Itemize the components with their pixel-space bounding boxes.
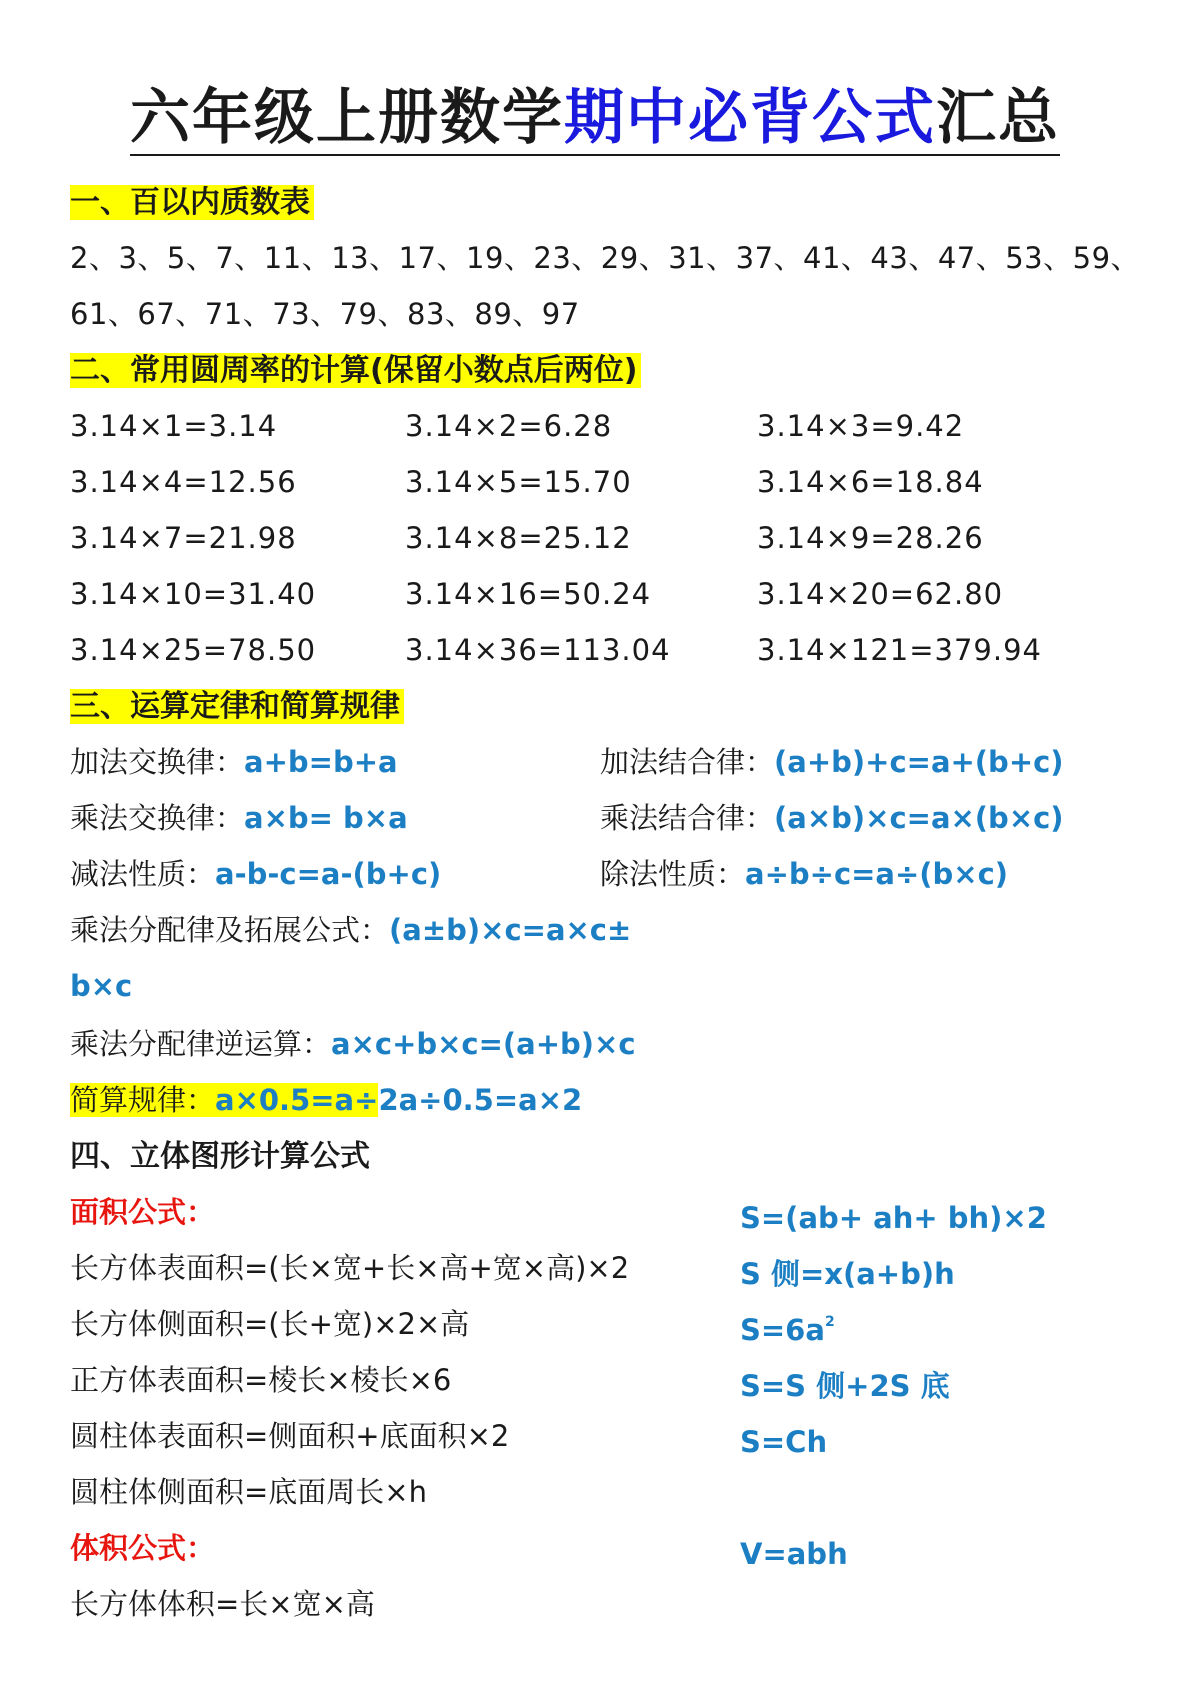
volume-formulas-title: 体积公式： [70, 1531, 216, 1565]
area-formula [740, 1302, 835, 1358]
law-label: 乘法分配律逆运算： [70, 1027, 332, 1061]
law-label: 加法交换律： [70, 745, 245, 779]
section3-heading: 三、运算定律和简算规律 [70, 689, 404, 724]
law-distributive-inverse [70, 1016, 636, 1072]
simplify-highlight [70, 1083, 378, 1117]
law-formula: (a×b)×c=a×(b×c) [774, 801, 1064, 835]
law-add-associative [600, 734, 1064, 790]
title-accent: 期中必背公式 [564, 83, 936, 153]
law-formula: (a+b)+c=a+(b+c) [774, 745, 1064, 779]
title-part1: 六年级上册数学 [130, 83, 564, 153]
area-item: 长方体侧面积=(长+宽)×2×高 [70, 1307, 470, 1341]
pi-calc: 3.14×8=25.12 [405, 521, 632, 555]
formula-base: S=6a [740, 1313, 825, 1347]
pi-calc: 3.14×5=15.70 [405, 465, 632, 499]
volume-formula: V=abh [740, 1537, 848, 1571]
volume-title-row [70, 1520, 215, 1576]
area-formulas-title: 面积公式： [70, 1195, 216, 1229]
area-formula: S=S 侧+2S 底 [740, 1369, 950, 1403]
pi-calc: 3.14×121=379.94 [757, 633, 1042, 667]
section4-heading-row [70, 1128, 374, 1184]
pi-calc: 3.14×7=21.98 [70, 521, 297, 555]
law-label: 简算规律： [70, 1083, 216, 1117]
law-label: 减法性质： [70, 857, 216, 891]
law-formula: a×b= b×a [244, 801, 408, 835]
law-formula: a×0.5=a÷ [215, 1083, 379, 1117]
area-formula: S=Ch [740, 1425, 828, 1459]
law-formula: b×c [70, 969, 133, 1003]
law-formula: a-b-c=a-(b+c) [215, 857, 442, 891]
law-label: 乘法交换律： [70, 801, 245, 835]
pi-calc: 3.14×25=78.50 [70, 633, 317, 667]
pi-calc: 3.14×2=6.28 [405, 409, 613, 443]
law-label: 乘法结合律： [600, 801, 775, 835]
area-formula: S=(ab+ ah+ bh)×2 [740, 1201, 1047, 1235]
formula-exponent: 2 [824, 1314, 835, 1330]
law-distributive-continued [70, 958, 132, 1014]
law-formula: (a±b)×c=a×c± [389, 913, 632, 947]
pi-calc: 3.14×9=28.26 [757, 521, 984, 555]
pi-calc: 3.14×36=113.04 [405, 633, 671, 667]
law-formula: a×c+b×c=(a+b)×c [331, 1027, 636, 1061]
law-formula-continued: 2a÷0.5=a×2 [378, 1083, 583, 1117]
law-subtraction-property [70, 846, 441, 902]
section1-heading: 一、百以内质数表 [70, 185, 314, 220]
law-division-property [600, 846, 1008, 902]
area-item: 正方体表面积=棱长×棱长×6 [70, 1363, 452, 1397]
pi-calc: 3.14×1=3.14 [70, 409, 278, 443]
law-add-commutative [70, 734, 398, 790]
law-simplify-rule [70, 1072, 582, 1128]
area-item: 圆柱体表面积=侧面积+底面积×2 [70, 1419, 510, 1453]
page-title [130, 84, 1060, 156]
pi-calc: 3.14×6=18.84 [757, 465, 984, 499]
section2-heading: 二、常用圆周率的计算(保留小数点后两位) [70, 353, 641, 388]
pi-calc: 3.14×16=50.24 [405, 577, 652, 611]
law-distributive [70, 902, 631, 958]
section3-heading-row [70, 678, 404, 734]
pi-calc: 3.14×10=31.40 [70, 577, 317, 611]
law-label: 加法结合律： [600, 745, 775, 779]
volume-item: 长方体体积=长×宽×高 [70, 1587, 375, 1621]
pi-calc: 3.14×3=9.42 [757, 409, 965, 443]
law-formula: a÷b÷c=a÷(b×c) [745, 857, 1009, 891]
primes-line-2: 61、67、71、73、79、83、89、97 [70, 297, 580, 331]
title-part3: 汇总 [936, 83, 1060, 153]
law-formula: a+b=b+a [244, 745, 398, 779]
law-mul-commutative [70, 790, 408, 846]
law-label: 除法性质： [600, 857, 746, 891]
section4-heading: 四、立体图形计算公式 [70, 1139, 370, 1174]
law-mul-associative [600, 790, 1064, 846]
law-label: 乘法分配律及拓展公式： [70, 913, 390, 947]
area-item: 圆柱体侧面积=底面周长×h [70, 1475, 427, 1509]
area-item: 长方体表面积=(长×宽+长×高+宽×高)×2 [70, 1251, 630, 1285]
section1-heading-row [70, 174, 314, 230]
title-area [0, 84, 1190, 156]
pi-calc: 3.14×4=12.56 [70, 465, 297, 499]
area-title-row [70, 1184, 215, 1240]
section2-heading-row [70, 342, 641, 398]
pi-calc: 3.14×20=62.80 [757, 577, 1004, 611]
area-formula: S 侧=x(a+b)h [740, 1257, 955, 1291]
primes-line-1: 2、3、5、7、11、13、17、19、23、29、31、37、41、43、47、53、59、 [70, 241, 1141, 275]
